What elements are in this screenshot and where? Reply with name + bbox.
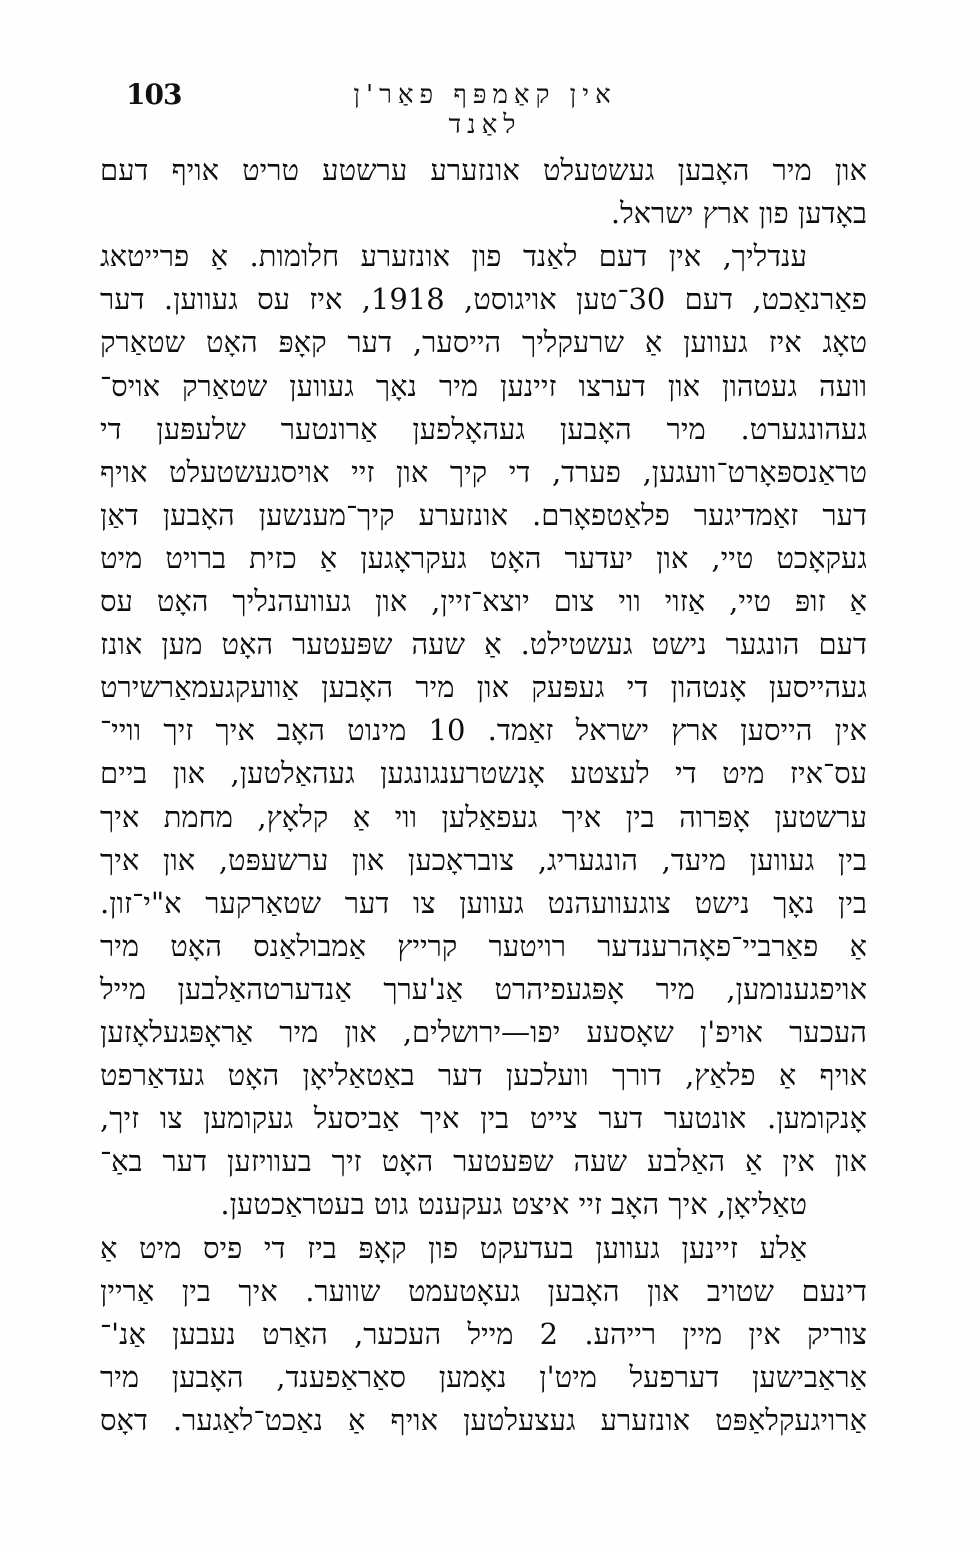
running-title: אין קאַמפּף פאַר'ן לאַנד (353, 80, 617, 140)
text-line: וועה געטהון און דערצו זיינען מיר נאָך געווען שטאַרק אויס־ (100, 369, 867, 403)
text-line: אויפגענומען, מיר אָפּגעפיהרט אַנ'ערך אַנדערטהאַלבען מייל (100, 972, 867, 1006)
page-header (100, 78, 867, 140)
text-line: באָדען פון ארץ ישראל. (610, 196, 867, 230)
text-line: דינעם שטויב און האָבען געאָטעמט שווער. איך בין אַריין (100, 1274, 867, 1308)
text-line: אַרויגעקלאַפּט אונזערע געצעלטען אויף אַ נאַכט־לאַגער. דאָס (100, 1403, 867, 1437)
page-number: 103 (126, 78, 182, 111)
text-line: טאַליאָן, איך האָב זיי איצט געקענט גוט בעטראַכטען. (220, 1187, 807, 1221)
text-line: געהונגערט. מיר האָבען געהאָלפען אַרונטער שלעפּען די (100, 412, 867, 446)
text-line: בין נאָך נישט צוגעוועהנט געווען צו דער שטאַרקער א"י־זון. (100, 886, 867, 920)
text-line: בין געווען מיעד, הונגעריג, צובראָכען און ערשעפּט, און איך (100, 843, 867, 877)
text-line: אין הייסען ארץ ישראל זאַמד. 10 מינוט האָב איך זיך וויי־ (100, 713, 867, 747)
text-line: עס־איז מיט די לעצטע אָנשטרענגונגען געהאַלטען, און ביים (100, 756, 867, 790)
text-line: און אין אַ האַלבע שעה שפּעטער האָט זיך בעוויזען דער באַ־ (100, 1144, 867, 1178)
text-line: אַלע זיינען געווען בעדעקט פון קאָפּ ביז די פיס מיט אַ (100, 1231, 807, 1265)
text-line: אַ זופּ טיי, אַזוי ווי צום יוצא־זיין, און געוועהנליך האָט עס (100, 584, 867, 618)
text-line: צוריק אין מיין רייהע. 2 מייל העכער, האַרט נעבען אַנ'־ (100, 1317, 868, 1351)
text-line: פאַרנאַכט, דעם 30־טען אויגוסט, 1918, איז עס געווען. דער (100, 282, 868, 316)
text-line: טראַנספּאָרט־וועגען, פערד, די קיך און זיי אויסגעשטעלט אויף (100, 455, 867, 489)
text-line: ענדליך, אין דעם לאַנד פון אונזערע חלומות. אַ פרייטאג (100, 239, 807, 273)
text-line: דעם הונגער נישט געשטילט. אַ שעה שפּעטער האָט מען אונז (100, 627, 867, 661)
text-line: אַראַבישען דערפעל מיט'ן נאָמען סאַראַפענד, האָבען מיר (100, 1360, 867, 1394)
text-line: געהייסען אָנטהון די געפּעק און מיר האָבען אַוועקגעמאַרשירט (100, 670, 867, 704)
text-line: טאָג איז געווען אַ שרעקליך הייסער, דער קאָפּ האָט שטאַרק (100, 325, 867, 359)
text-line: אויף אַ פלאַץ, דורך וועלכען דער באַטאַליאָן האָט געדאַרפט (100, 1058, 867, 1092)
text-line: העכער אויפ'ן שאָסעע יפו—ירושלים, און מיר אַראָפּגעלאָזען (100, 1015, 867, 1049)
text-line: אַ פאַרביי־פאָהרענדער רויטער קרייץ אַמבולאַנס האָט מיר (100, 929, 867, 963)
text-line: און מיר האָבען געשטעלט אונזערע ערשטע טריט אויף דעם (100, 153, 867, 187)
text-line: אָנקומען. אונטער דער צייט בין איך אַביסעל געקומען צו זיך, (100, 1101, 867, 1135)
text-line: ערשטען אָפּרוה בין איך געפאַלען ווי אַ קלאָץ, מחמת איך (100, 800, 867, 834)
text-line: דער זאַמדיגער פלאַטפאָרם. אונזערע קיך־מענשען האָבען דאַן (100, 498, 867, 532)
text-line: געקאָכט טיי, און יעדער האָט געקראָגען אַ כזית ברויט מיט (100, 541, 867, 575)
